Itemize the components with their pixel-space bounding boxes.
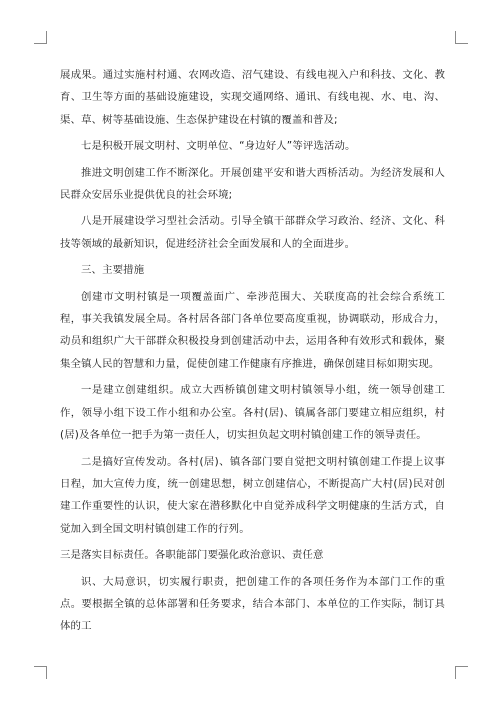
crop-mark-bottom-left — [34, 666, 47, 679]
document-body — [60, 64, 445, 642]
section-heading-main-measures: 三、主要措施 — [81, 264, 145, 277]
crop-mark-top-right — [455, 31, 468, 44]
paragraph-item-seven: 七是积极开展文明村、文明单位、“身边好人”等评选活动。 — [81, 140, 356, 153]
paragraph-measure-one: 一是建立创建组织。成立大西桥镇创建文明村镇领导小组，统一领导创建工作，领导小组下设工作小组和办公室。各村(居)、镇属各部门要建立相应组织，村(居)及各单位一把手为第一责任人，切实担负起文明村镇创建工作的领导责任。 — [60, 384, 445, 442]
paragraph-item-eight: 八是开展建设学习型社会活动。引导全镇干部群众学习政治、经济、文化、科技等领域的最新知识，促进经济社会全面发展和人的全面进步。 — [60, 215, 445, 250]
crop-mark-bottom-right — [455, 666, 468, 679]
paragraph-infrastructure: 展成果。通过实施村村通、农网改造、沼气建设、有线电视入户和科技、文化、教育、卫生等方面的基础设施建设，实现交通网络、通讯、有线电视、水、电、沟、渠、草、树等基础设施、生态保护建设在村镇的覆盖和普及; — [60, 69, 445, 126]
paragraph-measures-intro: 创建市文明村镇是一项覆盖面广、牵涉范围大、关联度高的社会综合系统工程，事关我镇发展全局。各村居各部门各单位要高度重视，协调联动，形成合力，动员和组织广大干部群众积极投身到创建活动中去，运用各种有效形式和载体，聚集全镇人民的智慧和力量，促使创建工作健康有序推进，确保创建目标如期实现。 — [60, 290, 445, 370]
paragraph-measure-three: 三是落实目标责任。各职能部门要强化政治意识、责任意 — [60, 549, 324, 562]
paragraph-peace-harmony: 推进文明创建工作不断深化。开展创建平安和谐大西桥活动。为经济发展和人民群众安居乐业提供优良的社会环境; — [60, 166, 445, 202]
crop-mark-top-left — [34, 31, 47, 44]
paragraph-measure-two: 二是搞好宣传发动。各村(居)、镇各部门要自觉把文明村镇创建工作提上议事日程，加大宣传力度，统一创建思想，树立创建信心，不断提高广大村(居)民对创建工作重要性的认识，使大家在潜移默化中自觉养成科学文明健康的生活方式，自觉加入到全国文明村镇创建工作的行列。 — [60, 455, 445, 535]
paragraph-measure-three-continued: 识、大局意识，切实履行职责，把创建工作的各项任务作为本部门工作的重点。要根据全镇的总体部署和任务要求，结合本部门、本单位的工作实际，制订具体的工 — [60, 575, 445, 633]
